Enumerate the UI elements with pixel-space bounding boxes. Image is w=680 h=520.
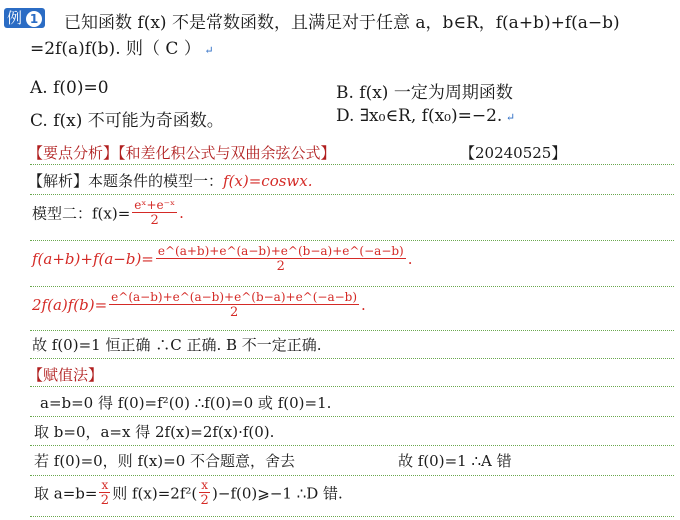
divider xyxy=(30,286,674,287)
model2-fraction xyxy=(132,198,177,228)
product-lhs: 2f(a)f(b)= xyxy=(32,296,108,314)
solution-line1 xyxy=(28,170,680,191)
sum-formula-line: f(a+b)+f(a−b)= $\frac{e\^{}(a+b)+e\^{}(a-b)+e\^{}(b-a)+e\^{}(-a-b)}{2}$ . xyxy=(32,244,413,274)
solution-label: 【解析】本题条件的模型一： xyxy=(28,172,224,190)
model2-label: 模型二：f(x)= xyxy=(32,204,131,223)
option-a xyxy=(30,78,330,98)
stem-text-2: =2f(a)f(b). 则（ C ） xyxy=(30,39,201,59)
conclusion-text: 故 f(0)=1 恒正确 ∴C 正确. B 不一定正确. xyxy=(32,336,322,354)
assign-step4-post: )−f(0)⩾−1 ∴D 错. xyxy=(212,484,343,503)
product-fraction xyxy=(109,290,359,320)
assign-step4-fraction xyxy=(99,478,110,508)
example-badge xyxy=(4,8,45,28)
assign-header: 【赋值法】 xyxy=(28,366,104,384)
key-points-line xyxy=(28,142,680,163)
fraction-denominator: 2 xyxy=(100,493,109,508)
return-mark-icon: ↵ xyxy=(200,44,214,57)
assign-step4-pre: 取 a=b= xyxy=(34,484,98,503)
model2-denominator: 2 xyxy=(150,213,159,228)
divider xyxy=(30,164,674,165)
conclusion-line xyxy=(32,334,680,355)
option-b xyxy=(336,78,680,103)
option-d xyxy=(336,106,680,126)
assign-step1-text: a=b=0 得 f(0)=f²(0) ∴f(0)=0 或 f(0)=1. xyxy=(40,394,332,412)
date-code: 【20240525】 xyxy=(460,144,567,162)
problem-stem-line1 xyxy=(64,8,680,33)
assign-step4 xyxy=(34,478,680,514)
product-numerator: e^(a−b)+e^(a−b)+e^(b−a)+e^(−a−b) xyxy=(111,290,358,304)
assign-step3-right: 故 f(0)=1 ∴A 错 xyxy=(398,452,512,470)
divider xyxy=(30,445,674,446)
option-a-text: A. f(0)=0 xyxy=(30,78,109,98)
divider xyxy=(30,475,674,476)
return-mark-icon: ↵ xyxy=(502,111,516,124)
assign-step3 xyxy=(34,450,680,471)
sum-fraction xyxy=(156,244,406,274)
divider xyxy=(30,386,674,387)
example-number: 1 xyxy=(26,11,42,27)
divider xyxy=(30,240,674,241)
model1-formula: f(x)=coswx. xyxy=(223,172,313,190)
example-label: 例 xyxy=(7,9,23,27)
sum-lhs: f(a+b)+f(a−b)= xyxy=(32,250,154,268)
divider xyxy=(30,516,674,517)
option-c xyxy=(30,106,330,131)
assign-header-line xyxy=(28,364,680,385)
fraction-numerator: x xyxy=(201,478,209,492)
assign-step2-text: 取 b=0，a=x 得 2f(x)=2f(x)·f(0). xyxy=(34,423,275,441)
sum-numerator: e^(a+b)+e^(a−b)+e^(b−a)+e^(−a−b) xyxy=(157,244,404,258)
assign-step4-fraction-2 xyxy=(199,478,210,508)
assign-step1 xyxy=(40,392,680,413)
divider xyxy=(30,330,674,331)
fraction-denominator: 2 xyxy=(200,493,209,508)
divider xyxy=(30,358,674,359)
stem-text-1: 已知函数 f(x) 不是常数函数，且满足对于任意 a，b∈R，f(a+b)+f(a−b) xyxy=(64,13,620,33)
product-formula-line: 2f(a)f(b)= $\frac{e\^{}(a-b)+e\^{}(a-b)+e\^{}(b-a)+e\^{}(-a-b)}{2}$ . xyxy=(32,290,366,320)
divider xyxy=(30,416,674,417)
divider xyxy=(30,194,674,195)
assign-step4-mid: 则 f(x)=2f²( xyxy=(112,484,198,503)
model2-line: 模型二：f(x)= $\frac{\text{eˣ+e⁻ˣ}}{2}$ . xyxy=(32,198,184,228)
key-points-label: 【要点分析】【和差化积公式与双曲余弦公式】 xyxy=(28,144,336,162)
assign-step2 xyxy=(34,421,680,442)
product-denominator: 2 xyxy=(229,305,239,320)
option-c-text: C. f(x) 不可能为奇函数。 xyxy=(30,111,224,131)
fraction-numerator: x xyxy=(101,478,109,492)
sum-denominator: 2 xyxy=(276,259,285,274)
assign-step3-left: 若 f(0)=0，则 f(x)=0 不合题意，舍去 xyxy=(34,452,296,470)
model2-numerator: eˣ+e⁻ˣ xyxy=(134,198,176,212)
problem-stem-line2 xyxy=(30,34,680,59)
option-d-text: D. ∃x₀∈R, f(x₀)=−2. xyxy=(336,106,503,126)
option-b-text: B. f(x) 一定为周期函数 xyxy=(336,83,513,103)
